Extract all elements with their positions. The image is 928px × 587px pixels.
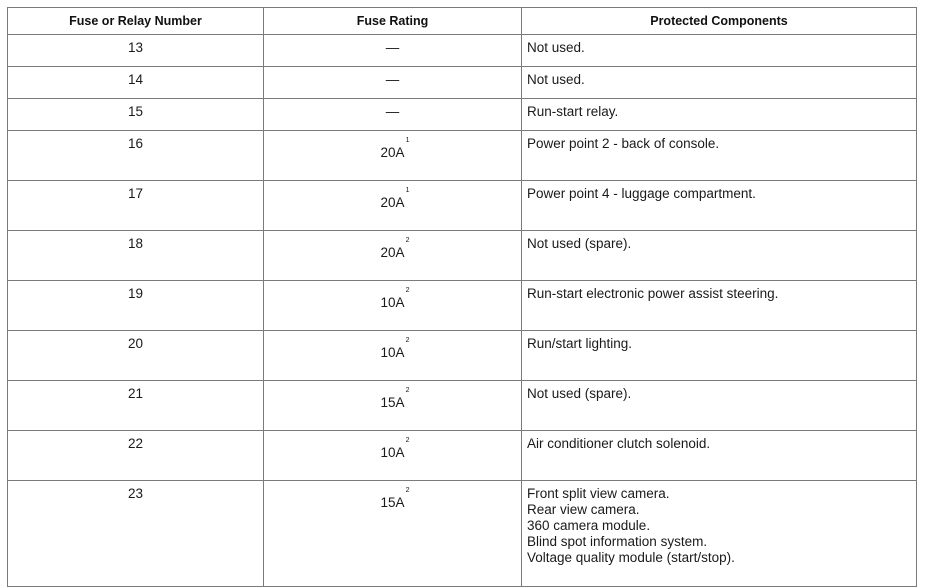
header-fuse-number: Fuse or Relay Number <box>8 8 264 35</box>
footnote-marker: 2 <box>405 387 410 394</box>
footnote-marker: 2 <box>405 337 410 344</box>
fuse-table-container <box>7 7 917 587</box>
component-line: Power point 2 - back of console. <box>527 136 720 151</box>
table-row <box>8 481 917 587</box>
rating-value: 10A <box>380 345 405 360</box>
footnote-marker: 1 <box>405 187 410 194</box>
fuse-number: 19 <box>8 281 264 331</box>
component-line: Not used (spare). <box>527 236 632 251</box>
fuse-rating <box>264 181 522 231</box>
rating-value: 10A <box>380 295 405 310</box>
rating-value: 20A <box>380 145 405 160</box>
header-protected-components: Protected Components <box>522 8 917 35</box>
component-line: Run/start lighting. <box>527 336 633 351</box>
protected-components <box>522 481 917 587</box>
footnote-marker: 2 <box>405 287 410 294</box>
rating-value: 20A <box>380 195 405 210</box>
table-row <box>8 431 917 481</box>
component-line: Not used (spare). <box>527 386 632 401</box>
fuse-number: 14 <box>8 67 264 99</box>
header-row <box>8 8 917 35</box>
header-fuse-rating: Fuse Rating <box>264 8 522 35</box>
protected-components <box>522 281 917 331</box>
table-row <box>8 131 917 181</box>
fuse-table <box>7 7 917 587</box>
rating-value: 10A <box>380 445 405 460</box>
protected-components <box>522 431 917 481</box>
fuse-rating <box>264 431 522 481</box>
fuse-number: 13 <box>8 35 264 67</box>
component-line: Power point 4 - luggage compartment. <box>527 186 756 201</box>
protected-components <box>522 331 917 381</box>
protected-components <box>522 99 917 131</box>
table-row <box>8 381 917 431</box>
table-row <box>8 67 917 99</box>
component-line: Rear view camera. <box>527 502 640 517</box>
component-line: Run-start relay. <box>527 104 619 119</box>
table-row <box>8 35 917 67</box>
component-line: Run-start electronic power assist steering. <box>527 286 779 301</box>
footnote-marker: 2 <box>405 237 410 244</box>
fuse-rating <box>264 67 522 99</box>
fuse-rating <box>264 481 522 587</box>
rating-value: — <box>385 72 400 87</box>
protected-components <box>522 231 917 281</box>
table-row <box>8 331 917 381</box>
table-row <box>8 231 917 281</box>
protected-components <box>522 381 917 431</box>
fuse-rating <box>264 131 522 181</box>
component-line: Not used. <box>527 72 585 87</box>
component-line: Air conditioner clutch solenoid. <box>527 436 711 451</box>
protected-components <box>522 131 917 181</box>
rating-value: — <box>385 40 400 55</box>
fuse-rating <box>264 331 522 381</box>
rating-value: 15A <box>380 395 405 410</box>
component-line: 360 camera module. <box>527 518 651 533</box>
fuse-rating <box>264 99 522 131</box>
footnote-marker: 2 <box>405 437 410 444</box>
fuse-rating <box>264 381 522 431</box>
component-line: Blind spot information system. <box>527 534 708 549</box>
component-line: Voltage quality module (start/stop). <box>527 550 735 565</box>
fuse-number: 20 <box>8 331 264 381</box>
fuse-number: 23 <box>8 481 264 587</box>
table-row <box>8 99 917 131</box>
protected-components <box>522 35 917 67</box>
protected-components <box>522 181 917 231</box>
component-line: Not used. <box>527 40 585 55</box>
rating-value: — <box>385 104 400 119</box>
fuse-number: 16 <box>8 131 264 181</box>
fuse-number: 21 <box>8 381 264 431</box>
table-row <box>8 281 917 331</box>
footnote-marker: 2 <box>405 487 410 494</box>
fuse-number: 22 <box>8 431 264 481</box>
rating-value: 20A <box>380 245 405 260</box>
component-line: Front split view camera. <box>527 486 670 501</box>
footnote-marker: 1 <box>405 137 410 144</box>
fuse-number: 17 <box>8 181 264 231</box>
fuse-number: 15 <box>8 99 264 131</box>
protected-components <box>522 67 917 99</box>
fuse-rating <box>264 231 522 281</box>
table-row <box>8 181 917 231</box>
fuse-number: 18 <box>8 231 264 281</box>
fuse-rating <box>264 281 522 331</box>
fuse-rating <box>264 35 522 67</box>
rating-value: 15A <box>380 495 405 510</box>
